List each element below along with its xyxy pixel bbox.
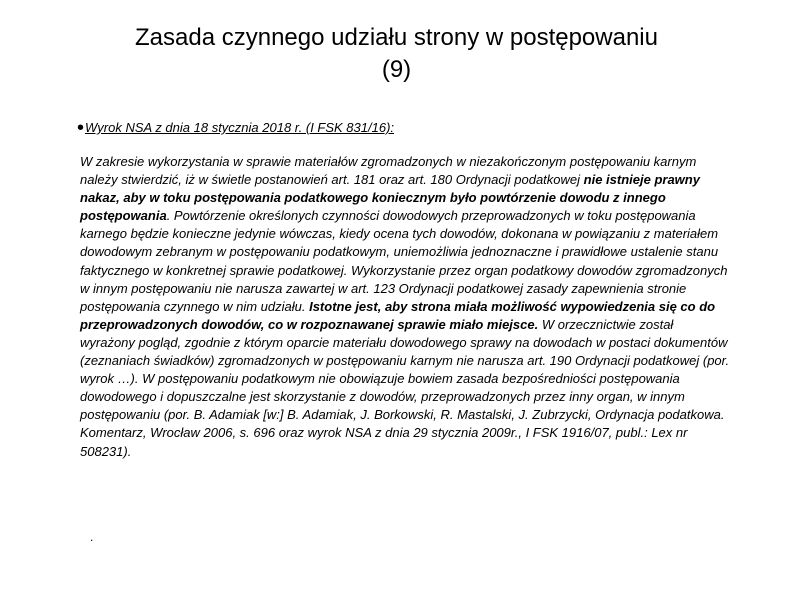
slide-title-line2: (9)	[381, 56, 412, 83]
bullet-icon: •	[77, 117, 85, 139]
excerpt-bold-2: Istotne jest, aby strona miała możliwość wypowiedzenia się co do przeprowadzonych dowodów, co w rozpoznawanej sprawie miało miejsce.	[80, 298, 716, 332]
excerpt-part-2: . Powtórzenie określonych czynności dowodowych przeprowadzonych w toku postępowania karnego będzie konieczne jedynie wówczas, kiedy ocena tych dowodów, dokonana w powiązaniu z materiałem dowodowym zebranym w postępowaniu podatkowym, uniemożliwia jednoznaczne i prawidłowe ustalenie stanu faktycznego w konkretnej sprawie podatkowej. Wykorzystanie przez organ podatkowy dowodów zgromadzonych w innym postępowaniu nie narusza zawartej w art. 123 Ordynacji podatkowej zasady zapewnienia stronie postępowania czynnego w nim udziału.	[80, 208, 728, 314]
judgment-citation: Wyrok NSA z dnia 18 stycznia 2018 r. (I FSK 831/16):	[85, 120, 395, 135]
judgment-excerpt	[80, 153, 730, 461]
excerpt-bold-1: nie istnieje prawny nakaz, aby w toku postępowania podatkowego koniecznym było powtórzenie dowodu z innego postępowania	[80, 172, 700, 224]
slide-title	[40, 22, 753, 86]
slide-title-line1: Zasada czynnego udziału strony w postępowaniu	[135, 24, 658, 51]
trailing-dot: .	[90, 530, 94, 544]
bullet-heading	[77, 117, 395, 139]
excerpt-part-1: W zakresie wykorzystania w sprawie materiałów zgromadzonych w niezakończonym postępowaniu karnym należy stwierdzić, iż w świetle postanowień art. 181 oraz art. 180 Ordynacji podatkowej	[80, 154, 697, 188]
excerpt-part-3: W orzecznictwie został wyrażony pogląd, zgodnie z którym oparcie materiału dowodowego sprawy na dowodach w postaci dokumentów (zeznaniach świadków) zgromadzonych w postępowaniu karnym nie narusza art. 190 Ordynacji podatkowej (por. wyrok …). W postępowaniu podatkowym nie obowiązuje bowiem zasada bezpośredniości postępowania dowodowego i dopuszczalne jest skorzystanie z dowodów, przeprowadzonych przez inny organ, w innym postępowaniu (por. B. Adamiak [w:] B. Adamiak, J. Borkowski, R. Mastalski, J. Zubrzycki, Ordynacja podatkowa. Komentarz, Wrocław 2006, s. 696 oraz wyrok NSA z dnia 29 stycznia 2009r., I FSK 1916/07, publ.: Lex nr 508231).	[80, 316, 730, 459]
